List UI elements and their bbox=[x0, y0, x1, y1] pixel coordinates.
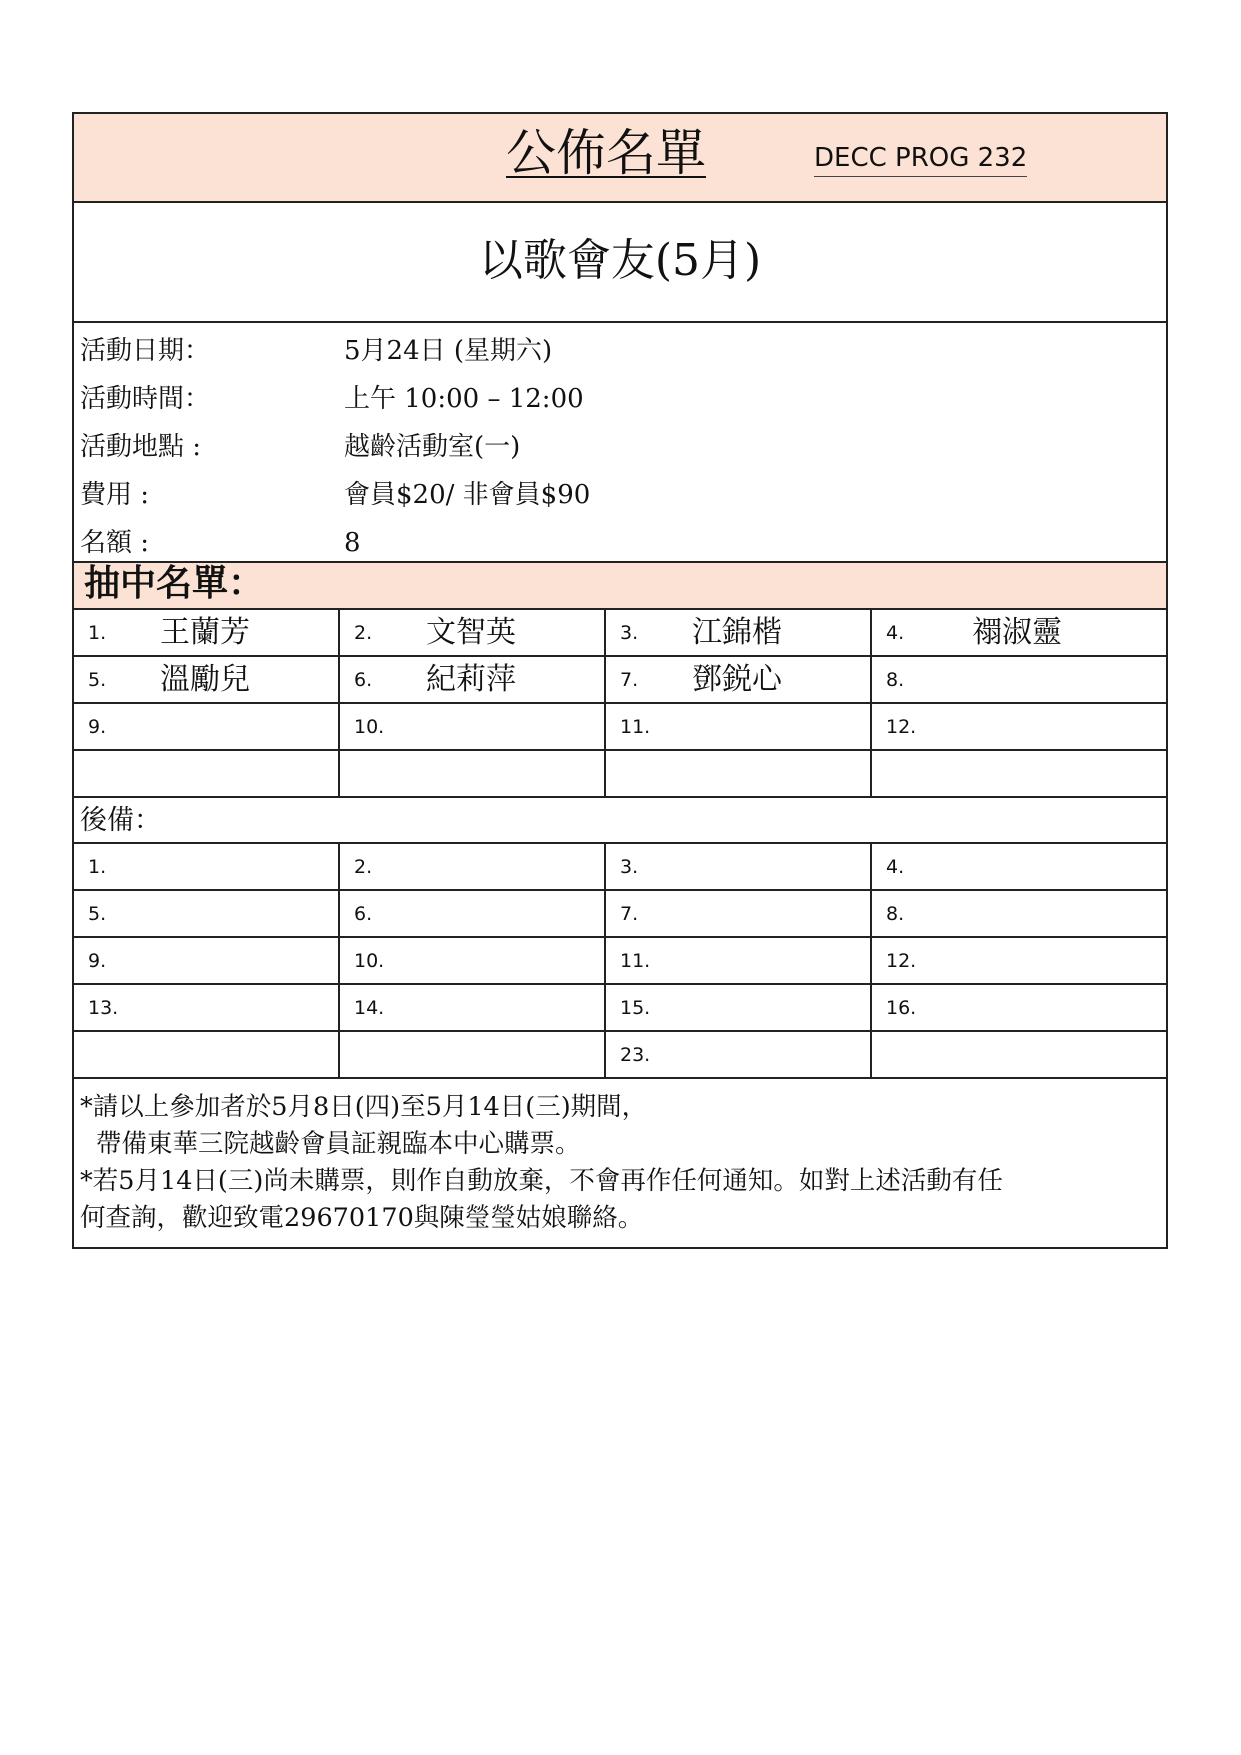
detail-row-fee bbox=[74, 471, 1166, 519]
drawn-cell bbox=[340, 657, 606, 702]
drawn-row bbox=[74, 610, 1166, 657]
standby-cell bbox=[606, 985, 872, 1030]
activity-details bbox=[74, 323, 1166, 563]
entry-name: 禤淑靈 bbox=[972, 615, 1062, 650]
entry-number: 10. bbox=[354, 716, 385, 738]
entry-number: 3. bbox=[620, 622, 639, 644]
entry-number: 9. bbox=[88, 716, 107, 738]
standby-cell bbox=[606, 891, 872, 936]
note-line: 何查詢，歡迎致電29670170與陳瑩瑩姑娘聯絡。 bbox=[80, 1203, 644, 1233]
detail-label: 名額 : bbox=[80, 528, 150, 558]
entry-number: 12. bbox=[886, 716, 917, 738]
drawn-row bbox=[74, 657, 1166, 704]
entry-number: 2. bbox=[354, 856, 373, 878]
standby-cell bbox=[340, 891, 606, 936]
standby-cell bbox=[872, 938, 1166, 983]
entry-number: 4. bbox=[886, 856, 905, 878]
entry-number: 8. bbox=[886, 669, 905, 691]
standby-cell bbox=[340, 844, 606, 889]
entry-number: 13. bbox=[88, 997, 119, 1019]
standby-cell bbox=[74, 938, 340, 983]
standby-cell bbox=[74, 844, 340, 889]
note-line: 帶備東華三院越齡會員証親臨本中心購票。 bbox=[96, 1129, 581, 1159]
drawn-cell bbox=[74, 610, 340, 655]
note-line: *請以上參加者於5月8日(四)至5月14日(三)期間， bbox=[80, 1092, 648, 1122]
standby-cell bbox=[872, 844, 1166, 889]
entry-name: 文智英 bbox=[426, 615, 516, 650]
entry-number: 4. bbox=[886, 622, 905, 644]
entry-number: 14. bbox=[354, 997, 385, 1019]
detail-value: 上午 10:00 – 12:00 bbox=[344, 384, 584, 414]
standby-cell bbox=[74, 985, 340, 1030]
standby-cell bbox=[74, 1032, 340, 1077]
drawn-cell bbox=[340, 610, 606, 655]
entry-number: 11. bbox=[620, 716, 651, 738]
drawn-cell bbox=[606, 751, 872, 796]
standby-cell bbox=[74, 891, 340, 936]
program-code: DECC PROG 232 bbox=[814, 140, 1027, 177]
standby-cell bbox=[606, 938, 872, 983]
standby-cell bbox=[872, 985, 1166, 1030]
announcement-title: 公佈名單 bbox=[506, 124, 706, 182]
detail-label: 活動時間： bbox=[80, 384, 211, 414]
drawn-cell bbox=[74, 657, 340, 702]
entry-number: 1. bbox=[88, 622, 107, 644]
standby-cell bbox=[340, 938, 606, 983]
drawn-cell bbox=[340, 704, 606, 749]
drawn-row bbox=[74, 751, 1166, 798]
standby-header bbox=[74, 798, 1166, 844]
activity-title: 以歌會友(5月) bbox=[478, 235, 762, 286]
entry-name: 紀莉萍 bbox=[426, 662, 516, 697]
entry-number: 9. bbox=[88, 950, 107, 972]
standby-row bbox=[74, 938, 1166, 985]
drawn-list-header bbox=[74, 563, 1166, 610]
entry-number: 6. bbox=[354, 669, 373, 691]
entry-number: 3. bbox=[620, 856, 639, 878]
entry-number: 11. bbox=[620, 950, 651, 972]
entry-number: 7. bbox=[620, 669, 639, 691]
standby-row bbox=[74, 985, 1166, 1032]
detail-value: 會員$20/ 非會員$90 bbox=[344, 480, 591, 510]
detail-row-quota bbox=[74, 519, 1166, 567]
entry-number: 6. bbox=[354, 903, 373, 925]
drawn-cell bbox=[74, 751, 340, 796]
entry-number: 2. bbox=[354, 622, 373, 644]
detail-label: 活動地點 : bbox=[80, 432, 202, 462]
drawn-cell bbox=[74, 704, 340, 749]
detail-value: 越齡活動室(一) bbox=[344, 432, 521, 462]
entry-name: 溫勵兒 bbox=[160, 662, 250, 697]
announcement-sheet bbox=[72, 112, 1168, 1249]
detail-row-time bbox=[74, 375, 1166, 423]
drawn-cell bbox=[606, 610, 872, 655]
standby-row bbox=[74, 891, 1166, 938]
detail-value: 8 bbox=[344, 528, 361, 558]
entry-number: 8. bbox=[886, 903, 905, 925]
drawn-list-title: 抽中名單： bbox=[84, 563, 265, 604]
standby-cell bbox=[606, 844, 872, 889]
drawn-cell bbox=[606, 657, 872, 702]
detail-row-date bbox=[74, 327, 1166, 375]
drawn-cell bbox=[872, 704, 1166, 749]
drawn-row bbox=[74, 704, 1166, 751]
entry-number: 7. bbox=[620, 903, 639, 925]
standby-cell bbox=[340, 985, 606, 1030]
note-line: *若5月14日(三)尚未購票，則作自動放棄，不會再作任何通知。如對上述活動有任 bbox=[80, 1166, 1003, 1196]
entry-number: 23. bbox=[620, 1044, 651, 1066]
drawn-cell bbox=[872, 657, 1166, 702]
detail-value: 5月24日 (星期六) bbox=[344, 336, 553, 366]
activity-title-row bbox=[74, 203, 1166, 323]
entry-number: 15. bbox=[620, 997, 651, 1019]
detail-label: 活動日期： bbox=[80, 336, 211, 366]
standby-cell bbox=[872, 1032, 1166, 1077]
standby-title: 後備： bbox=[80, 805, 161, 836]
entry-number: 1. bbox=[88, 856, 107, 878]
standby-row bbox=[74, 1032, 1166, 1079]
drawn-cell bbox=[872, 610, 1166, 655]
detail-label: 費用 : bbox=[80, 480, 150, 510]
entry-number: 5. bbox=[88, 669, 107, 691]
entry-number: 5. bbox=[88, 903, 107, 925]
standby-cell bbox=[606, 1032, 872, 1077]
entry-number: 16. bbox=[886, 997, 917, 1019]
standby-row bbox=[74, 844, 1166, 891]
detail-row-venue bbox=[74, 423, 1166, 471]
entry-number: 10. bbox=[354, 950, 385, 972]
standby-cell bbox=[340, 1032, 606, 1077]
drawn-cell bbox=[872, 751, 1166, 796]
entry-name: 江錦楷 bbox=[692, 615, 782, 650]
notes-section bbox=[74, 1079, 1166, 1247]
entry-name: 鄧鋭心 bbox=[692, 662, 782, 697]
standby-cell bbox=[872, 891, 1166, 936]
entry-number: 12. bbox=[886, 950, 917, 972]
announcement-header bbox=[74, 114, 1166, 203]
entry-name: 王蘭芳 bbox=[160, 615, 250, 650]
drawn-cell bbox=[606, 704, 872, 749]
drawn-cell bbox=[340, 751, 606, 796]
